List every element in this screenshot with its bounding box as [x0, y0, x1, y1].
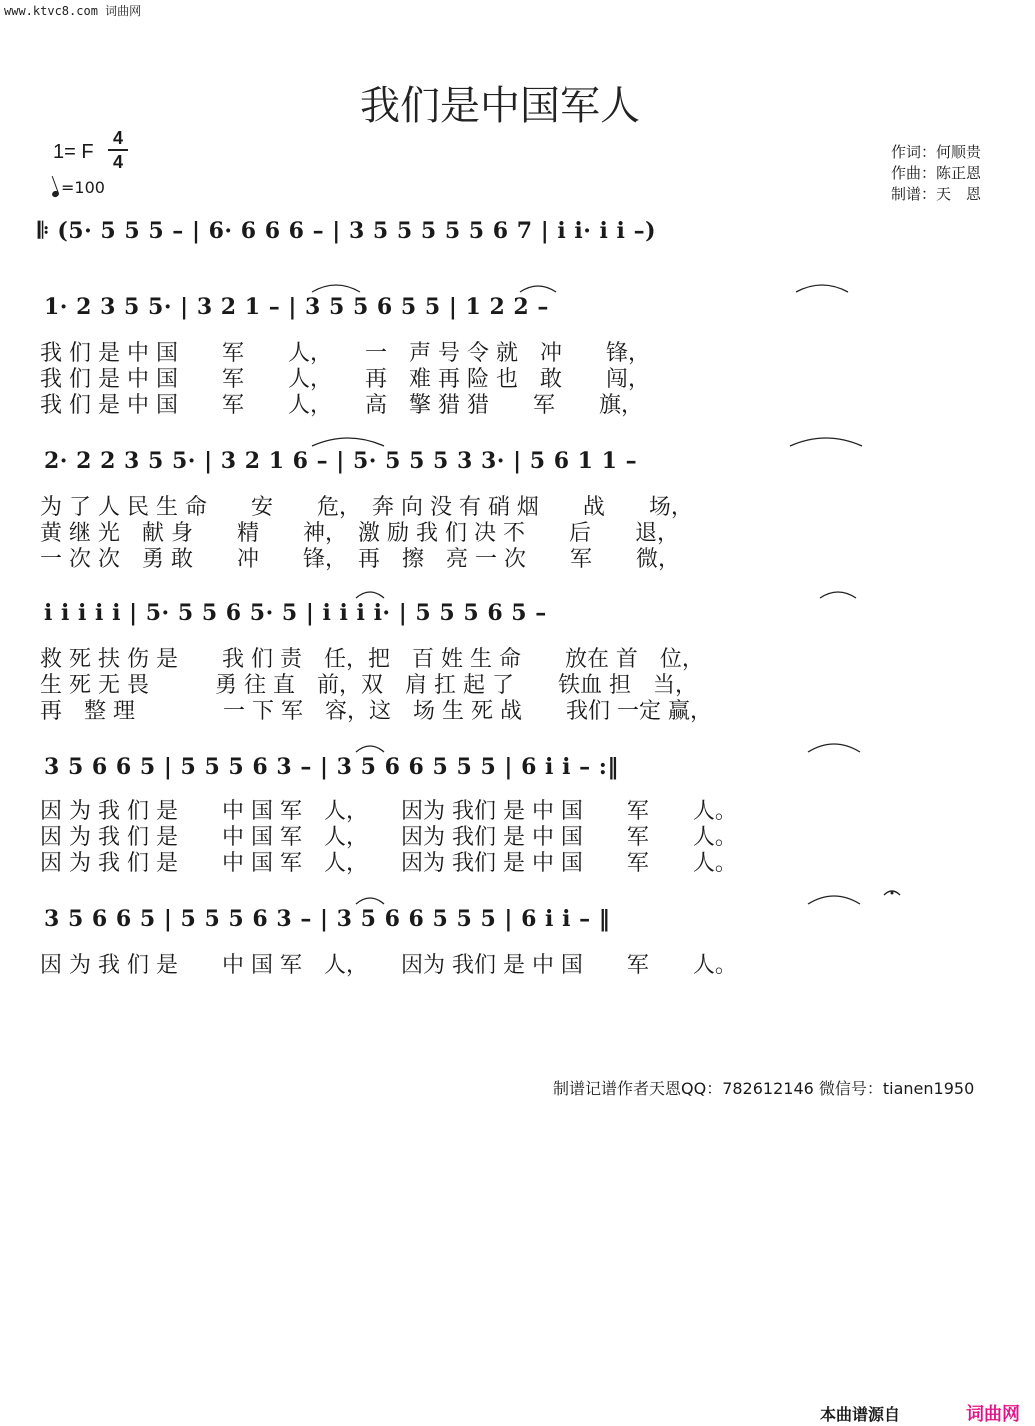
key-signature: 1= F: [53, 141, 94, 163]
lyric-line-4-verse-3: 因 为 我 们 是 中 国 军 人， 因为 我们 是 中 国 军 人。: [40, 851, 737, 876]
slur: [312, 438, 384, 446]
notation-line-4: 3 5 6 6 5 | 5 5 5 6 3 – | 3 5 6 6 5 5 5 | 6 i i – :‖: [44, 754, 619, 780]
watermark: www.ktvc8.com 词曲网: [4, 4, 142, 18]
notation-line-intro: 𝄆 (5· 5 5 5 – | 6· 6 6 6 – | 3 5 5 5 5 5 6 7 | i i· i i –): [38, 218, 656, 244]
notation-line-5: 3 5 6 6 5 | 5 5 5 6 3 – | 3 5 6 6 5 5 5 | 6 i i – ‖: [44, 906, 611, 932]
source-label: 本曲谱源自: [820, 1405, 901, 1424]
slur: [520, 286, 556, 292]
tempo-value: =100: [61, 178, 105, 197]
lyric-line-1-verse-1: 我 们 是 中 国 军 人， 一 声 号 令 就 冲 锋，: [40, 341, 650, 366]
lyric-line-4-verse-1: 因 为 我 们 是 中 国 军 人， 因为 我们 是 中 国 军 人。: [40, 799, 737, 824]
lyric-line-5-verse-1: 因 为 我 们 是 中 国 军 人， 因为 我们 是 中 国 军 人。: [40, 953, 737, 978]
slur: [820, 592, 856, 598]
lyric-line-2-verse-3: 一 次 次 勇 敢 冲 锋， 再 擦 亮 一 次 军 微，: [40, 547, 680, 572]
slur: [312, 285, 360, 292]
lyric-line-1-verse-3: 我 们 是 中 国 军 人， 高 擎 猎 猎 军 旗，: [40, 393, 643, 418]
slur: [796, 285, 848, 292]
lyric-line-2-verse-2: 黄 继 光 献 身 精 神， 激 励 我 们 决 不 后 退，: [40, 521, 679, 546]
slur: [356, 746, 384, 752]
slur: [790, 438, 862, 446]
slur: [356, 898, 384, 904]
lyric-line-2-verse-1: 为 了 人 民 生 命 安 危， 奔 向 没 有 硝 烟 战 场，: [40, 495, 693, 520]
slur: [808, 896, 860, 904]
arranger: 制谱：天 恩: [890, 185, 981, 203]
lyric-line-1-verse-2: 我 们 是 中 国 军 人， 再 难 再 险 也 敢 闯，: [40, 367, 650, 392]
meter-top: 4: [112, 128, 123, 148]
lyricist: 作词：何顺贵: [890, 143, 981, 161]
lyric-line-4-verse-2: 因 为 我 们 是 中 国 军 人， 因为 我们 是 中 国 军 人。: [40, 825, 737, 850]
lyric-line-3-verse-2: 生 死 无 畏 勇 往 直 前，双 肩 扛 起 了 铁血 担 当，: [40, 673, 697, 698]
notation-line-2: 2· 2 2 3 5 5· | 3 2 1 6 – | 5· 5 5 5 3 3· | 5 6 1 1 –: [44, 448, 638, 474]
brand-logo[interactable]: 词曲网: [966, 1404, 1020, 1425]
fermata-dot: [891, 892, 894, 895]
notation-line-1: 1· 2 3 5 5· | 3 2 1 – | 3 5 5 6 5 5 | 1 2 2 –: [44, 294, 549, 320]
lyric-line-3-verse-3: 再 整 理 一 下 军 容，这 场 生 死 战 我们 一定 赢，: [40, 699, 712, 724]
lyric-line-3-verse-1: 救 死 扶 伤 是 我 们 责 任，把 百 姓 生 命 放在 首 位，: [40, 647, 704, 672]
meter-bottom: 4: [112, 152, 123, 172]
notation-line-3: i i i i i | 5· 5 5 6 5· 5 | i i i i· | 5 5 5 6 5 –: [44, 600, 547, 626]
song-title: 我们是中国军人: [360, 83, 640, 129]
footer-credit: 制谱记谱作者天恩QQ：782612146 微信号：tianen1950: [553, 1079, 975, 1098]
slur: [356, 592, 384, 598]
composer: 作曲：陈正恩: [890, 164, 981, 182]
slur: [808, 744, 860, 752]
